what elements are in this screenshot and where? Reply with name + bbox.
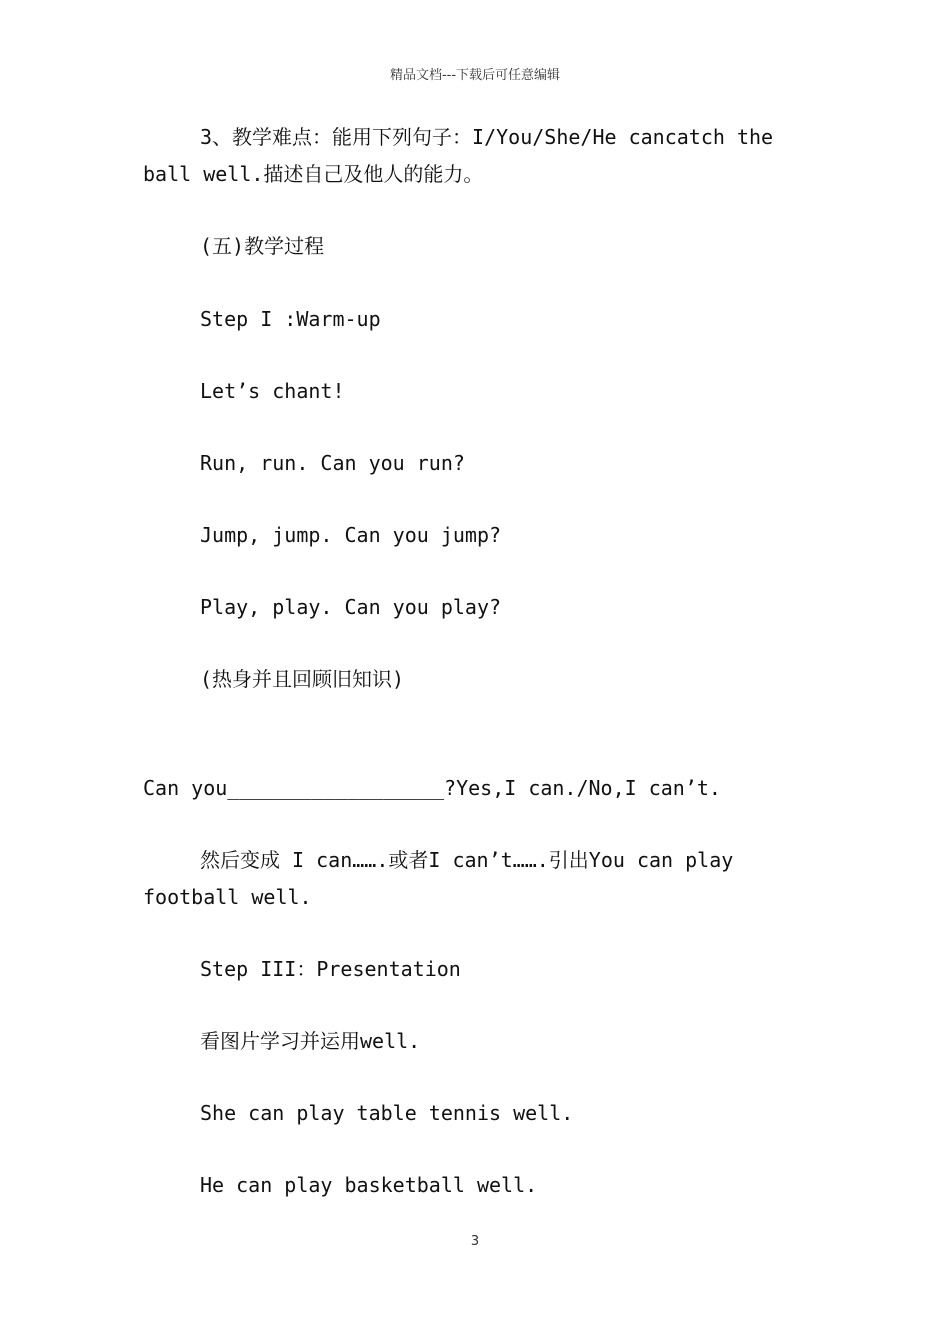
- example-sentence-basketball: He can play basketball well.: [200, 1173, 538, 1197]
- page-number: 3: [470, 1234, 480, 1249]
- page-header: 精品文档---下载后可任意编辑: [389, 68, 561, 83]
- chant-line-jump: Jump, jump. Can you jump?: [200, 523, 502, 547]
- fill-in-question: Can you__________________?Yes,I can./No,I can’t.: [143, 776, 721, 800]
- example-sentence-table-tennis: She can play table tennis well.: [200, 1101, 574, 1125]
- chant-line-play: Play, play. Can you play?: [200, 595, 502, 619]
- step-3-heading: Step III：Presentation: [200, 957, 461, 981]
- chant-line-run: Run, run. Can you run?: [200, 451, 465, 475]
- warmup-note: (热身并且回顾旧知识): [200, 667, 405, 691]
- difficulty-line-1: 3、教学难点：能用下列句子：I/You/She/He cancatch the: [200, 125, 774, 149]
- chant-intro: Let’s chant!: [200, 379, 345, 403]
- step-1-heading: Step I :Warm-up: [200, 307, 381, 331]
- transition-line-2: football well.: [143, 885, 312, 909]
- section-heading-process: (五)教学过程: [200, 234, 325, 258]
- presentation-instruction: 看图片学习并运用well.: [200, 1029, 421, 1053]
- transition-line-1: 然后变成 I can…….或者I can’t…….引出You can play: [200, 848, 734, 872]
- difficulty-line-2: ball well.描述自己及他人的能力。: [143, 162, 484, 186]
